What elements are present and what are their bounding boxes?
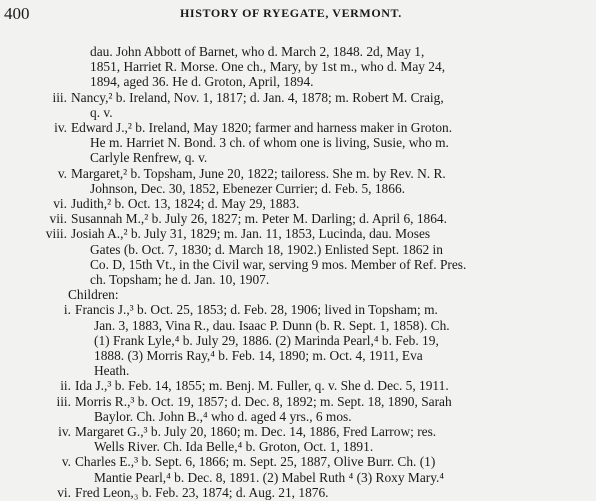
entry-number: iii. — [56, 393, 71, 409]
entry-text: dau. John Abbott of Barnet, who d. March 2, 1848. 2d, May 1, — [90, 44, 425, 59]
text-line — [0, 242, 596, 258]
text-line — [0, 439, 596, 455]
page-header — [4, 4, 590, 24]
text-line — [0, 348, 596, 364]
text-line — [0, 59, 596, 75]
text-line — [0, 196, 596, 212]
page-number: 400 — [4, 4, 30, 23]
entry-number: ii. — [60, 378, 71, 394]
text-line — [0, 135, 596, 151]
text-line — [0, 485, 596, 501]
entry-text: Morris R.,³ b. Oct. 19, 1857; d. Dec. 8, 1892; m. Sept. 18, 1890, Sarah — [75, 393, 452, 409]
text-line — [0, 120, 596, 136]
text-line — [0, 287, 596, 303]
text-line — [0, 105, 596, 121]
entry-number: viii. — [45, 226, 67, 242]
entry-number: v. — [61, 454, 71, 470]
text-line — [0, 424, 596, 440]
entry-text: Carlyle Renfrew, q. v. — [90, 150, 208, 166]
entry-text: Mantie Pearl,⁴ b. Dec. 8, 1891. (2) Mabel Ruth ⁴ (3) Roxy Mary.⁴ — [94, 469, 445, 485]
entry-text: Susannah M.,² b. July 26, 1827; m. Peter M. Darling; d. April 6, 1864. — [71, 211, 447, 227]
entry-number: iv. — [54, 120, 67, 135]
entry-number: vii. — [49, 211, 67, 227]
text-line — [0, 470, 596, 486]
entry-text: q. v. — [90, 104, 113, 120]
entry-number: iv. — [58, 424, 71, 439]
entry-text: 1894, aged 36. He d. Groton, April, 1894. — [90, 74, 314, 90]
text-line — [0, 150, 596, 166]
entry-text: Edward J.,² b. Ireland, May 1820; farmer and harness maker in Groton. — [71, 120, 453, 135]
text-line — [0, 302, 596, 318]
entry-text: Children: — [68, 287, 119, 303]
entry-text: Baylor. Ch. John B.,⁴ who d. aged 4 yrs., 6 mos. — [94, 408, 352, 424]
entry-text: Margaret G.,³ b. July 20, 1860; m. Dec. 14, 1886, Fred Larrow; res. — [75, 424, 437, 439]
text-line — [0, 394, 596, 410]
entry-text: (1) Frank Lyle,⁴ b. July 29, 1886. (2) Marinda Pearl,⁴ b. Feb. 19, — [94, 332, 439, 348]
entry-text: Nancy,² b. Ireland, Nov. 1, 1817; d. Jan. 4, 1878; m. Robert M. Craig, — [71, 89, 444, 105]
running-title: HISTORY OF RYEGATE, VERMONT. — [180, 6, 402, 20]
text-line — [0, 257, 596, 273]
entry-number: iii. — [52, 89, 67, 105]
text-line — [0, 166, 596, 182]
entry-text: 1851, Harriet R. Morse. One ch., Mary, by 1st m., who d. May 24, — [90, 59, 446, 75]
entry-number: vi. — [57, 484, 71, 500]
text-line — [0, 272, 596, 288]
entry-text: Jan. 3, 1883, Vina R., dau. Isaac P. Dunn (b. R. Sept. 1, 1858). Ch. — [94, 317, 450, 333]
text-line — [0, 333, 596, 349]
entry-number: i. — [63, 302, 71, 318]
entry-text: Co. D, 15th Vt., in the Civil war, serving 9 mos. Member of Ref. Pres. — [90, 256, 467, 272]
text-line — [0, 409, 596, 425]
entry-number: v. — [57, 165, 67, 181]
entry-text: Gates (b. Oct. 7, 1830; d. March 18, 1902.) Enlisted Sept. 1862 in — [90, 241, 443, 257]
entry-text: Johnson, Dec. 30, 1852, Ebenezer Currier; d. Feb. 5, 1866. — [90, 180, 405, 196]
text-line — [0, 318, 596, 334]
entry-text: He m. Harriet N. Bond. 3 ch. of whom one is living, Susie, who m. — [90, 135, 449, 151]
text-line — [0, 90, 596, 106]
entry-text: Josiah A.,² b. July 31, 1829; m. Jan. 11, 1853, Lucinda, dau. Moses — [71, 226, 431, 242]
entry-text: Judith,² b. Oct. 13, 1824; d. May 29, 1883. — [71, 196, 300, 211]
entry-text: Fred Leon,₃ b. Feb. 23, 1874; d. Aug. 21, 1876. — [75, 484, 329, 500]
text-line — [0, 454, 596, 470]
text-line — [0, 211, 596, 227]
text-line — [0, 74, 596, 90]
entry-number: vi. — [53, 196, 67, 211]
entry-text: Wells River. Ch. Ida Belle,⁴ b. Groton, Oct. 1, 1891. — [94, 439, 374, 455]
entry-text: ch. Topsham; he d. Jan. 10, 1907. — [90, 272, 270, 287]
text-line — [0, 181, 596, 197]
entry-text: Heath. — [94, 363, 130, 379]
text-line — [0, 226, 596, 242]
entry-text: Charles E.,³ b. Sept. 6, 1866; m. Sept. 25, 1887, Olive Burr. Ch. (1) — [75, 454, 436, 470]
text-line — [0, 44, 596, 60]
entry-text: 1888. (3) Morris Ray,⁴ b. Feb. 14, 1890; m. Oct. 4, 1911, Eva — [94, 348, 423, 363]
text-line — [0, 363, 596, 379]
entry-text: Francis J.,³ b. Oct. 25, 1853; d. Feb. 28, 1906; lived in Topsham; m. — [75, 302, 438, 318]
text-line — [0, 378, 596, 394]
entry-text: Ida J.,³ b. Feb. 14, 1855; m. Benj. M. Fuller, q. v. She d. Dec. 5, 1911. — [75, 378, 449, 394]
entry-text: Margaret,² b. Topsham, June 20, 1822; tailoress. She m. by Rev. N. R. — [71, 165, 446, 181]
